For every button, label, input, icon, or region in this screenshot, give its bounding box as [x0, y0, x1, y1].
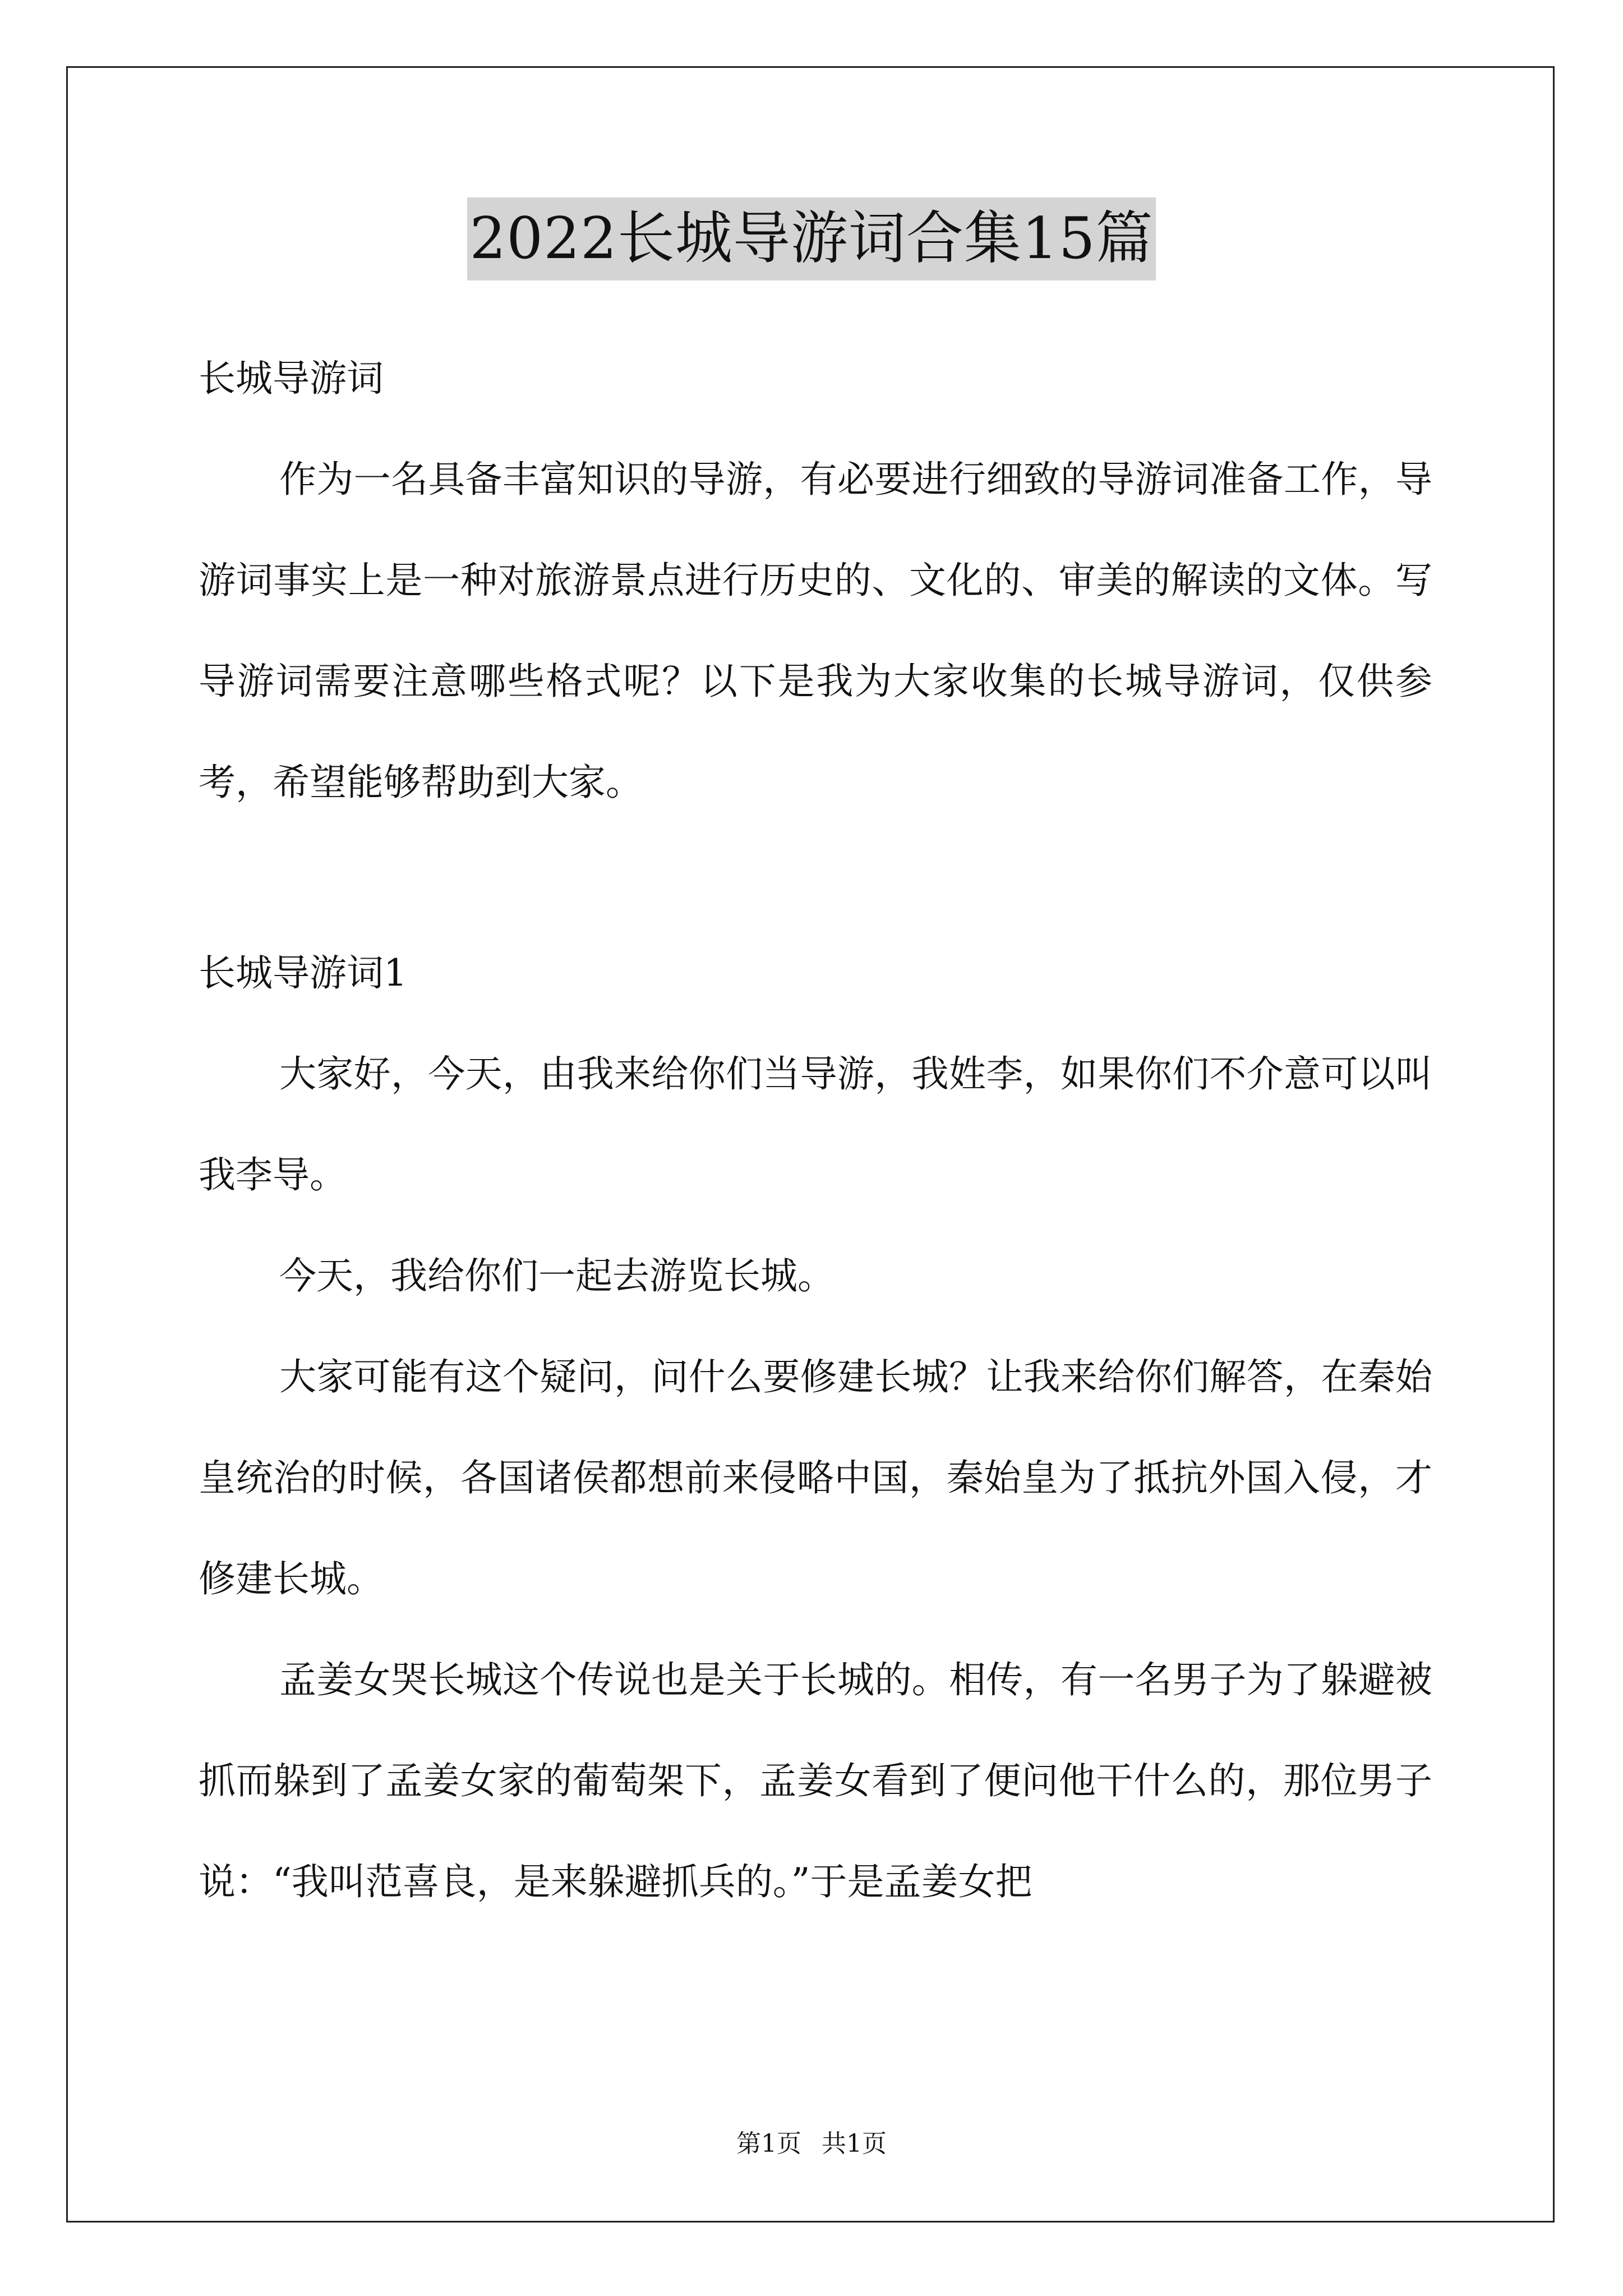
- document-body: [199, 328, 1432, 1932]
- section1-paragraph: 大家可能有这个疑问，问什么要修建长城？让我来给你们解答，在秦始皇统治的时候，各国诸侯都想前来侵略中国，秦始皇为了抵抗外国入侵，才修建长城。: [199, 1355, 1432, 1600]
- intro-heading: 长城导游词: [199, 357, 384, 400]
- page-number-total: 共1页: [822, 2129, 887, 2158]
- section1-paragraph: 今天，我给你们一起去游览长城。: [279, 1254, 834, 1297]
- document-title: 2022长城导游词合集15篇: [467, 197, 1155, 280]
- section-gap: [199, 833, 1432, 923]
- title-container: [0, 197, 1623, 280]
- section1-paragraph: 孟姜女哭长城这个传说也是关于长城的。相传，有一名男子为了躲避被抓而躲到了孟姜女家的葡萄架下，孟姜女看到了便问他干什么的，那位男子说：“我叫范喜良，是来躲避抓兵的。”于是孟姜女把: [199, 1658, 1432, 1903]
- page-number-current: 第1页: [736, 2129, 801, 2158]
- section1-heading: 长城导游词1: [199, 951, 407, 995]
- intro-paragraph: 作为一名具备丰富知识的导游，有必要进行细致的导游词准备工作，导游词事实上是一种对旅游景点进行历史的、文化的、审美的解读的文体。写导游词需要注意哪些格式呢？以下是我为大家收集的长城导游词，仅供参考，希望能够帮助到大家。: [199, 458, 1432, 804]
- page-footer: [0, 2123, 1623, 2159]
- section1-paragraph: 大家好，今天，由我来给你们当导游，我姓李，如果你们不介意可以叫我李导。: [199, 1052, 1432, 1197]
